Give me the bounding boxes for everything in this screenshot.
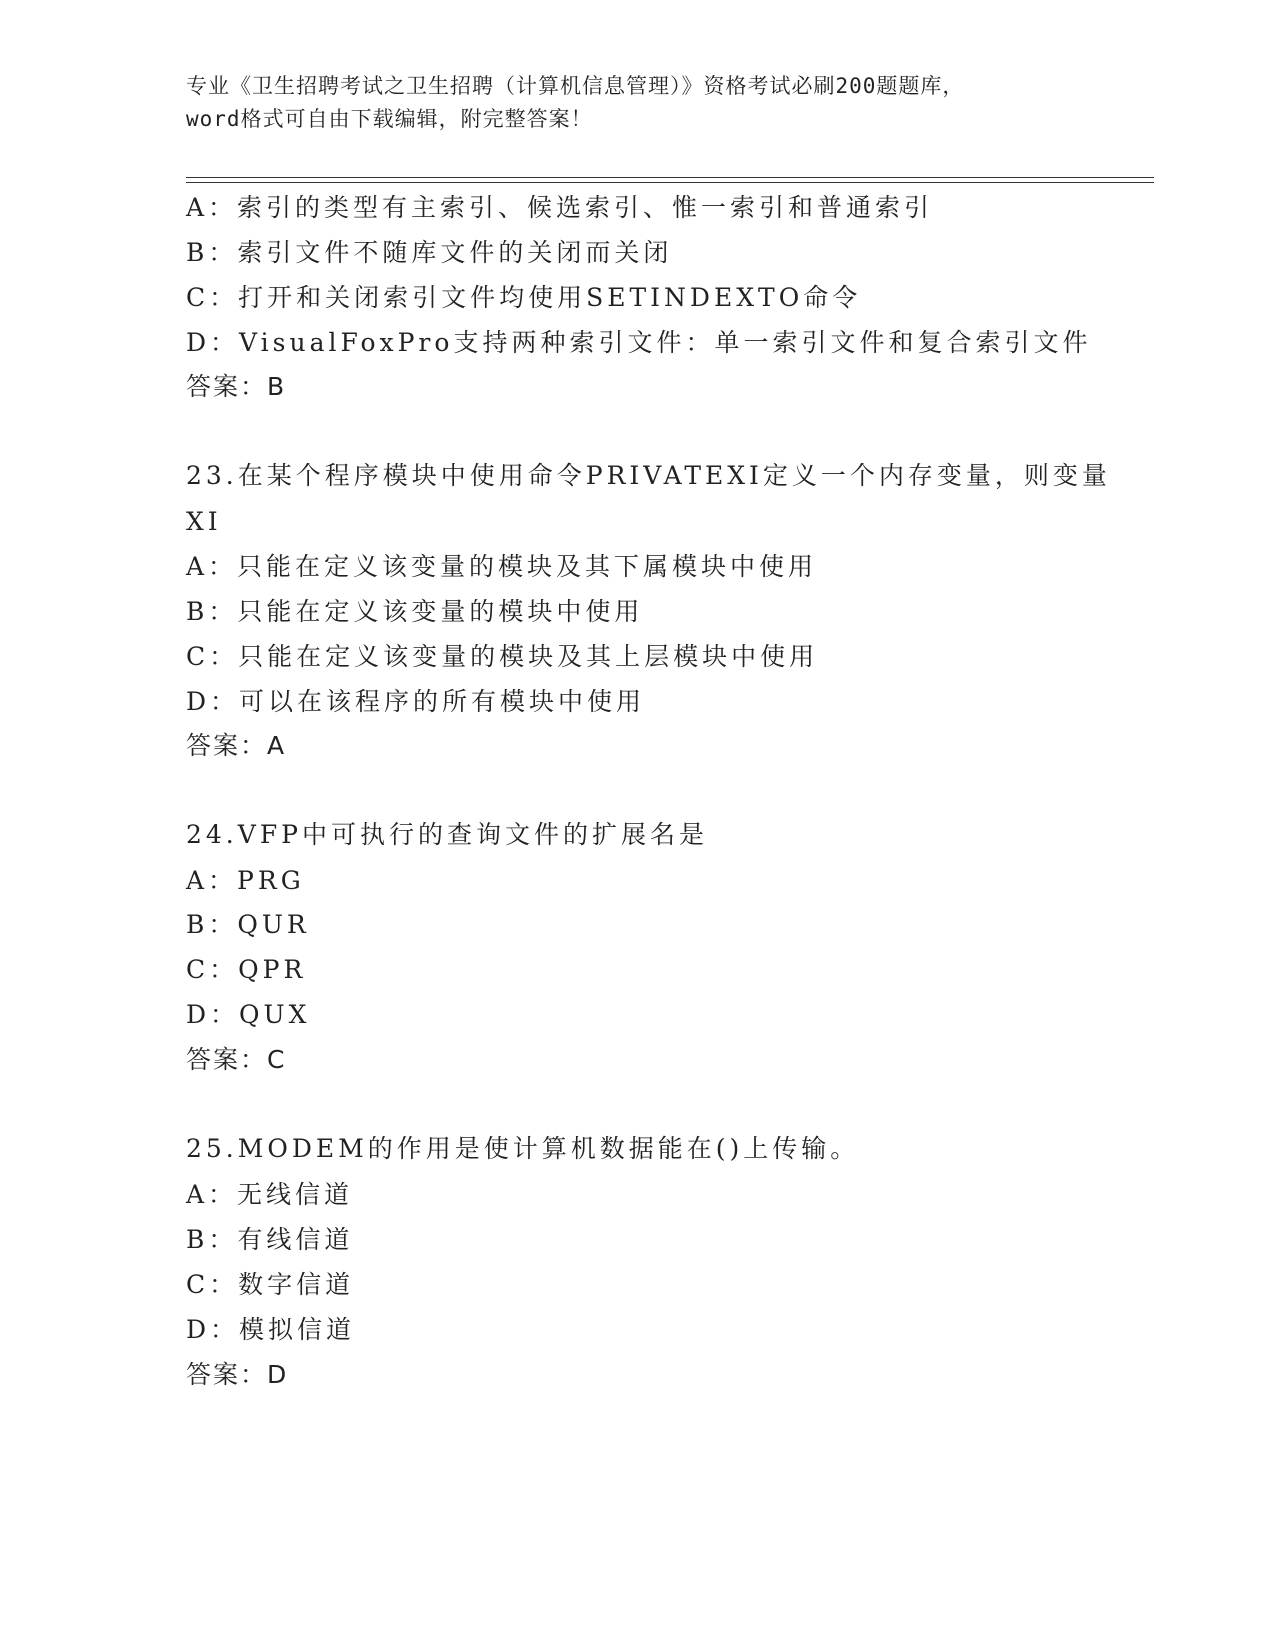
q25-stem: 25.MODEM的作用是使计算机数据能在()上传输。 [186,1134,860,1163]
q23-option-c: C：只能在定义该变量的模块及其上层模块中使用 [186,642,819,671]
q24-option-b: B：QUR [186,910,310,939]
header-line-2: word格式可自由下载编辑，附完整答案！ [186,107,593,131]
q25-option-c: C：数字信道 [186,1270,355,1299]
header-divider-bottom [186,182,1154,183]
q23-stem-line-1: 23.在某个程序模块中使用命令PRIVATEXI定义一个内存变量，则变量 [186,461,1111,490]
q24-stem: 24.VFP中可执行的查询文件的扩展名是 [186,820,708,849]
q24-option-c: C：QPR [186,955,307,984]
q25-option-a: A：无线信道 [186,1180,354,1209]
q22-option-c: C：打开和关闭索引文件均使用SETINDEXTO命令 [186,283,862,312]
q24-option-a: A：PRG [186,866,305,895]
q24-answer: 答案：C [186,1045,287,1074]
header-line-1: 专业《卫生招聘考试之卫生招聘（计算机信息管理）》资格考试必刷200题题库， [186,74,965,98]
q23-option-a: A：只能在定义该变量的模块及其下属模块中使用 [186,552,818,581]
document-header [186,70,1086,136]
q22-option-a: A：索引的类型有主索引、候选索引、惟一索引和普通索引 [186,193,934,222]
q22-option-b: B：索引文件不随库文件的关闭而关闭 [186,238,673,267]
header-divider-top [186,177,1154,178]
q25-answer: 答案：D [186,1360,289,1389]
q22-option-d: D：VisualFoxPro支持两种索引文件：单一索引文件和复合索引文件 [186,328,1092,357]
q23-stem-line-2: XI [186,507,222,536]
q25-option-d: D：模拟信道 [186,1315,356,1344]
q22-answer: 答案：B [186,372,287,401]
q25-option-b: B：有线信道 [186,1225,354,1254]
q23-option-b: B：只能在定义该变量的模块中使用 [186,597,644,626]
q24-option-d: D：QUX [186,1000,311,1029]
q23-answer: 答案：A [186,731,287,760]
q23-option-d: D：可以在该程序的所有模块中使用 [186,687,646,716]
